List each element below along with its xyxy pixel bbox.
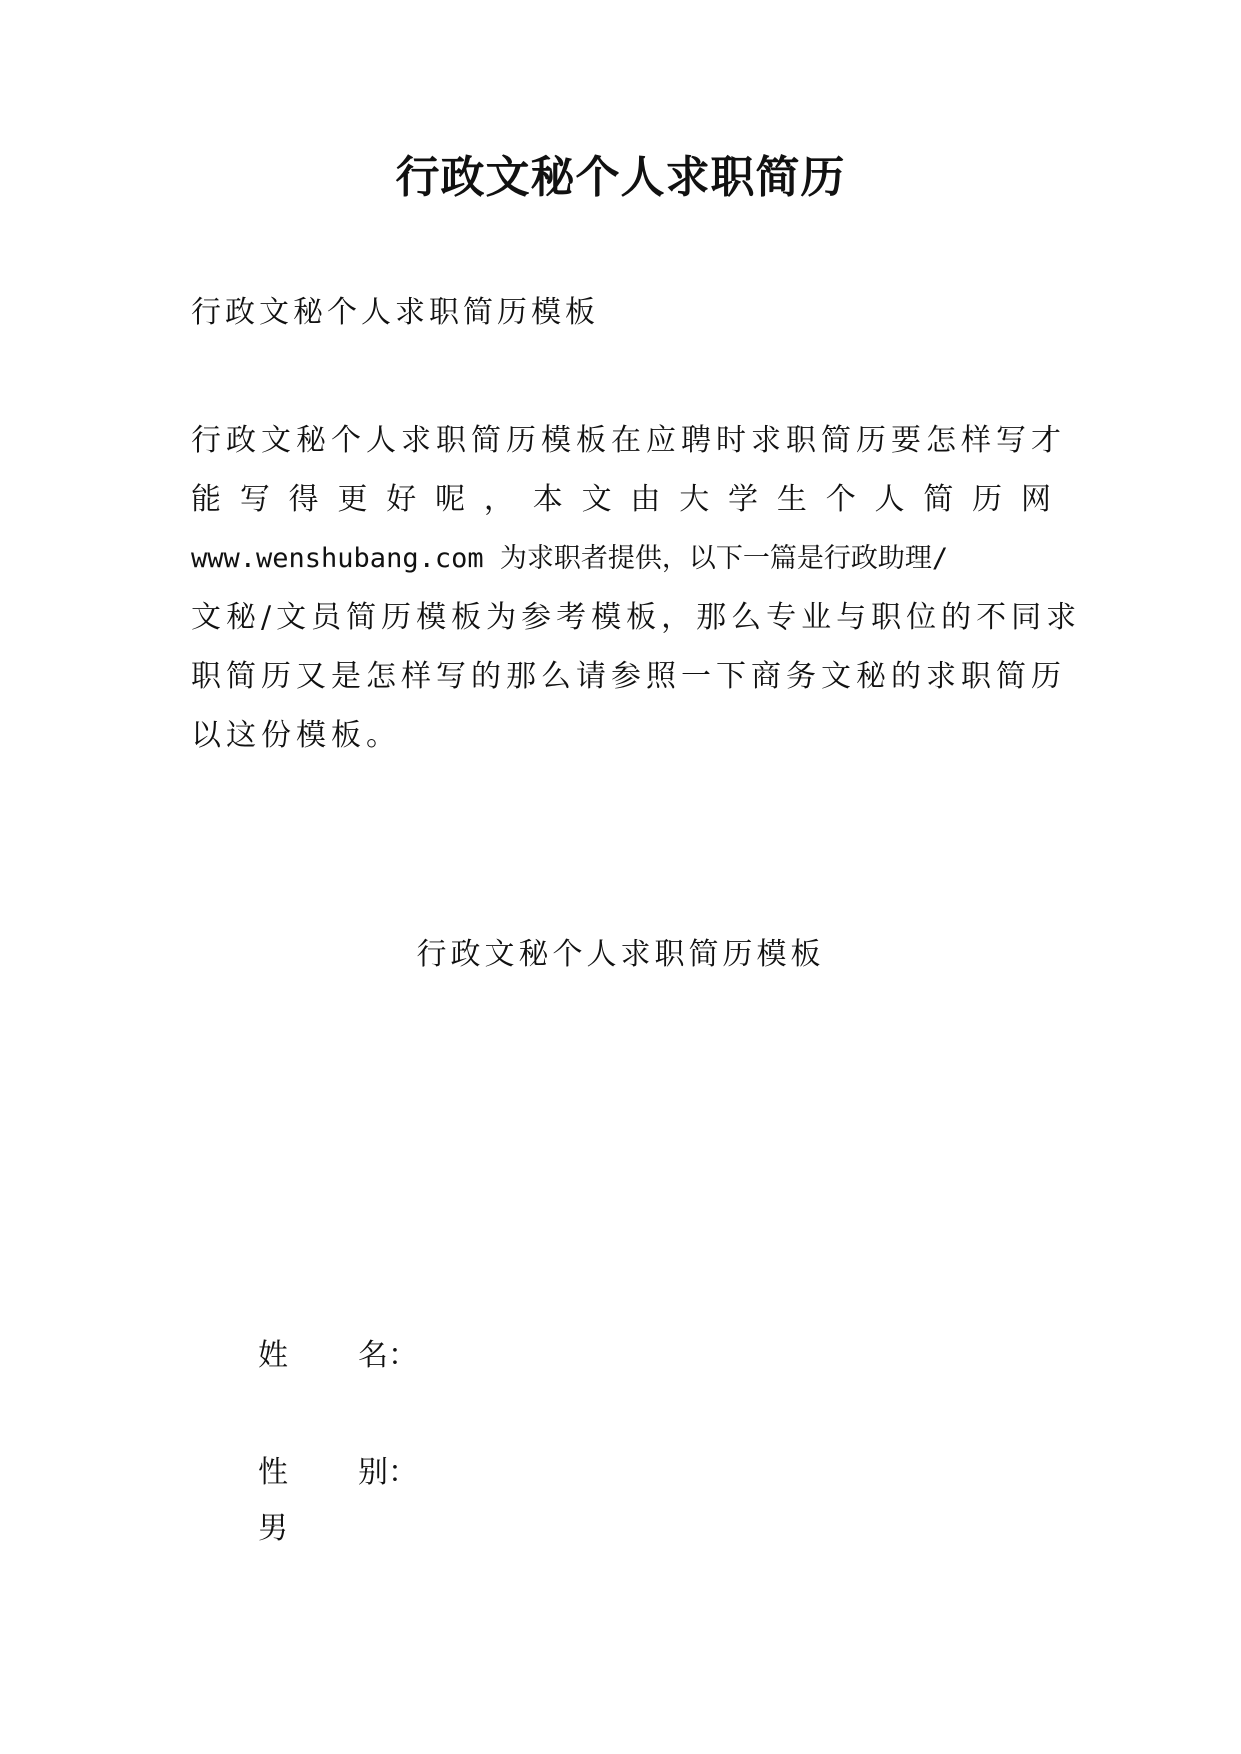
intro-line-3: www.wenshubang.com 为求职者提供，以下一篇是行政助理/ bbox=[191, 543, 949, 574]
name-label-second: 名： bbox=[358, 1338, 418, 1373]
intro-paragraph bbox=[191, 411, 1082, 765]
gender-label-first: 性 bbox=[258, 1455, 288, 1490]
name-field bbox=[258, 1335, 416, 1377]
intro-line-1: 行政文秘个人求职简历模板在应聘时求职简历要怎样写才 bbox=[191, 423, 1066, 458]
intro-line-2: 能 写 得 更 好 呢 ， 本 文 由 大 学 生 个 人 简 历 网 bbox=[191, 482, 1051, 517]
name-label-first: 姓 bbox=[258, 1338, 288, 1373]
gender-label-second: 别： bbox=[358, 1455, 418, 1490]
intro-line-5: 职简历又是怎样写的那么请参照一下商务文秘的求职简历 bbox=[191, 659, 1066, 694]
document-title: 行政文秘个人求职简历 bbox=[395, 152, 846, 203]
document-subtitle: 行政文秘个人求职简历模板 bbox=[191, 295, 599, 330]
intro-line-4: 文秘/文员简历模板为参考模板，那么专业与职位的不同求 bbox=[191, 600, 1082, 635]
gender-field bbox=[258, 1452, 416, 1494]
gender-value: 男 bbox=[258, 1511, 288, 1546]
intro-line-6: 以这份模板。 bbox=[191, 718, 401, 753]
section-heading: 行政文秘个人求职简历模板 bbox=[416, 937, 825, 972]
